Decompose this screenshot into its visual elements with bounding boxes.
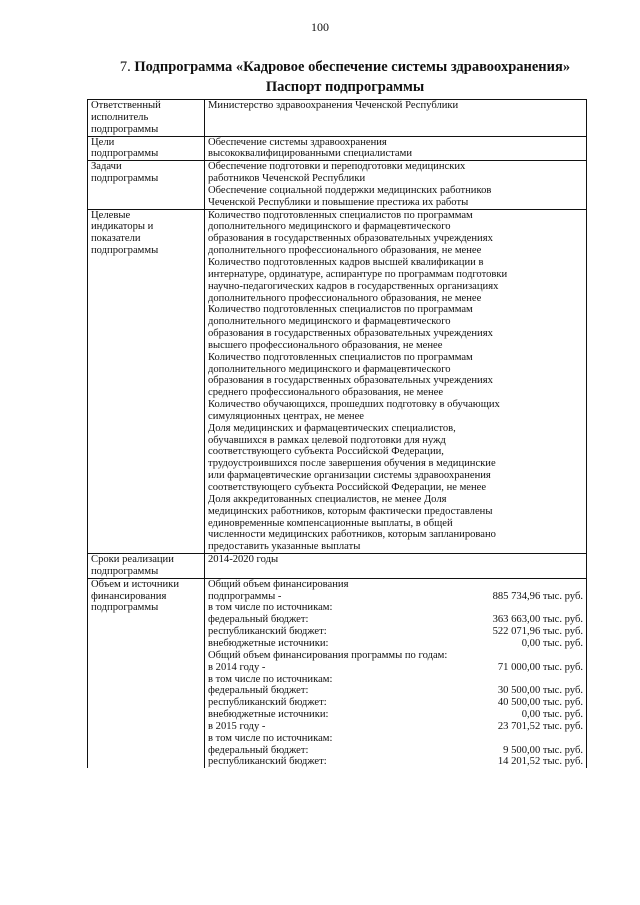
text-line: Количество подготовленных специалистов по программам <box>208 304 473 316</box>
text-line: подпрограммы <box>91 565 159 577</box>
value-cell <box>205 161 587 209</box>
text-line: Чеченской Республики и повышение престижа их работы <box>208 196 469 208</box>
financing-amount: 30 500,00 тыс. руб. <box>497 685 583 697</box>
financing-line <box>208 721 583 733</box>
value-cell <box>205 554 587 579</box>
text-line: среднего профессионального образования, не менее <box>208 387 444 399</box>
financing-line <box>208 733 583 745</box>
text-line: 2014-2020 годы <box>208 554 279 566</box>
text-line: дополнительного профессионального образования, не менее <box>208 292 482 304</box>
text-line: Целевые <box>91 209 131 221</box>
text-line: Количество обучающихся, прошедших подготовку в обучающих <box>208 399 500 411</box>
financing-amount: 71 000,00 тыс. руб. <box>497 661 583 673</box>
financing-amount: 0,00 тыс. руб. <box>521 637 583 649</box>
text-line: Сроки реализации <box>91 554 174 566</box>
value-cell <box>205 209 587 553</box>
label-cell <box>88 100 205 137</box>
text-line: подпрограммы <box>91 123 159 135</box>
text-line: образования в государственных образовательных учреждениях <box>208 233 493 245</box>
text-line: соответствующего субъекта Российской Федерации, не менее <box>208 482 487 493</box>
text-line: дополнительного медицинского и фармацевтического <box>208 221 451 233</box>
text-line: Обеспечение социальной поддержки медицинских работников <box>208 184 492 196</box>
section-title-text: Подпрограмма «Кадровое обеспечение системы здравоохранения» <box>134 59 571 75</box>
financing-label: внебюджетные источники: <box>208 637 329 649</box>
financing-label: подпрограммы - <box>208 590 282 602</box>
text-line: образования в государственных образовательных учреждениях <box>208 375 493 387</box>
row-tasks <box>88 161 587 209</box>
financing-label: Общий объем финансирования программы по годам: <box>208 649 448 661</box>
text-line: дополнительного профессионального образования, не менее <box>208 245 482 257</box>
row-terms <box>88 554 587 579</box>
text-line: дополнительного медицинского и фармацевтического <box>208 363 451 375</box>
text-line: Цели <box>91 136 115 148</box>
text-line: финансирования <box>91 590 167 602</box>
text-line: медицинских работников, которым фактически предоставлены <box>208 505 493 517</box>
row-goals <box>88 136 587 161</box>
text-line: исполнитель <box>91 111 149 123</box>
financing-label: республиканский бюджет: <box>208 697 327 709</box>
financing-line <box>208 745 583 757</box>
text-line: подпрограммы <box>91 245 159 257</box>
text-line: высшего профессионального образования, не менее <box>208 339 443 351</box>
financing-amount: 9 500,00 тыс. руб. <box>503 744 583 756</box>
financing-line <box>208 709 583 721</box>
text-line: Ответственный <box>91 100 161 111</box>
financing-label: в 2015 году - <box>208 720 266 732</box>
text-line: научно-педагогических кадров в государственных организациях <box>208 280 499 292</box>
financing-label: в том числе по источникам: <box>208 673 333 685</box>
financing-label: федеральный бюджет: <box>208 614 309 626</box>
text-line: численности медицинских работников, которым запланировано <box>208 529 496 541</box>
text-line: Министерство здравоохранения Чеченской Республики <box>208 100 459 111</box>
text-line: Обеспечение подготовки и переподготовки медицинских <box>208 161 466 173</box>
financing-line <box>208 685 583 697</box>
label-cell <box>88 578 205 768</box>
page-number: 100 <box>311 20 329 34</box>
financing-label: внебюджетные источники: <box>208 709 329 721</box>
value-cell <box>205 136 587 161</box>
row-indicators <box>88 209 587 553</box>
text-line: Доля аккредитованных специалистов, не менее Доля <box>208 493 447 505</box>
text-line: предоставить указанные выплаты <box>208 541 361 553</box>
financing-amount: 885 734,96 тыс. руб. <box>492 590 583 602</box>
financing-label: Общий объем финансирования <box>208 578 349 590</box>
text-line: или фармацевтические организации системы здравоохранения <box>208 470 491 482</box>
text-line: образования в государственных образовательных учреждениях <box>208 328 493 340</box>
label-cell <box>88 161 205 209</box>
financing-line <box>208 674 583 686</box>
text-line: Количество подготовленных специалистов по программам <box>208 209 473 221</box>
financing-line <box>208 579 583 591</box>
financing-line <box>208 614 583 626</box>
passport-heading: Паспорт подпрограммы <box>265 79 425 95</box>
text-line: Задачи <box>91 161 122 173</box>
text-line: Обеспечение системы здравоохранения <box>208 136 387 148</box>
text-line: интернатуре, ординатуре, аспирантуре по программам подготовки <box>208 268 508 280</box>
financing-label: республиканский бюджет: <box>208 756 327 768</box>
financing-amount: 0,00 тыс. руб. <box>521 709 583 721</box>
financing-amount: 23 701,52 тыс. руб. <box>497 720 583 732</box>
text-line: соответствующего субъекта Российской Федерации, <box>208 446 444 458</box>
financing-amount: 14 201,52 тыс. руб. <box>497 756 583 768</box>
financing-amount: 363 663,00 тыс. руб. <box>492 614 583 626</box>
text-line: Объем и источники <box>91 578 179 590</box>
financing-cell <box>205 578 587 768</box>
text-line: показатели <box>91 233 141 245</box>
financing-label: в том числе по источникам: <box>208 602 333 614</box>
text-line: трудоустроившихся после завершения обучения в медицинские <box>208 458 496 470</box>
financing-label: федеральный бюджет: <box>208 744 309 756</box>
text-line: единовременные компенсационные выплаты, в общей <box>208 517 453 529</box>
text-line: Количество подготовленных специалистов по программам <box>208 351 473 363</box>
value-cell <box>205 100 587 137</box>
financing-amount: 40 500,00 тыс. руб. <box>497 697 583 709</box>
financing-line <box>208 602 583 614</box>
text-line: индикаторы и <box>91 221 154 233</box>
text-line: Доля медицинских и фармацевтических специалистов, <box>208 422 456 434</box>
text-line: работников Чеченской Республики <box>208 173 366 185</box>
text-line: подпрограммы <box>91 602 159 614</box>
section-title <box>90 58 600 77</box>
text-line: симуляционных центрах, не менее <box>208 410 364 422</box>
passport-table <box>87 99 587 768</box>
text-line: высококвалифицированными специалистами <box>208 148 412 160</box>
text-line: подпрограммы <box>91 173 159 185</box>
text-line: подпрограммы <box>91 148 159 160</box>
financing-line <box>208 662 583 674</box>
financing-line <box>208 756 583 768</box>
label-cell <box>88 136 205 161</box>
section-number: 7. <box>119 59 131 75</box>
row-responsible <box>88 100 587 137</box>
financing-label: в 2014 году - <box>208 661 266 673</box>
financing-line <box>208 697 583 709</box>
text-line: дополнительного медицинского и фармацевтического <box>208 316 451 328</box>
financing-label: республиканский бюджет: <box>208 626 327 638</box>
financing-label: в том числе по источникам: <box>208 732 333 744</box>
label-cell <box>88 209 205 553</box>
financing-line <box>208 638 583 650</box>
text-line: Количество подготовленных кадров высшей квалификации в <box>208 256 484 268</box>
financing-line <box>208 650 583 662</box>
row-financing <box>88 578 587 768</box>
financing-amount: 522 071,96 тыс. руб. <box>492 626 583 638</box>
financing-line <box>208 626 583 638</box>
text-line: обучавшихся в рамках целевой подготовки для нужд <box>208 434 446 446</box>
financing-line <box>208 591 583 603</box>
financing-label: федеральный бюджет: <box>208 685 309 697</box>
label-cell <box>88 554 205 579</box>
